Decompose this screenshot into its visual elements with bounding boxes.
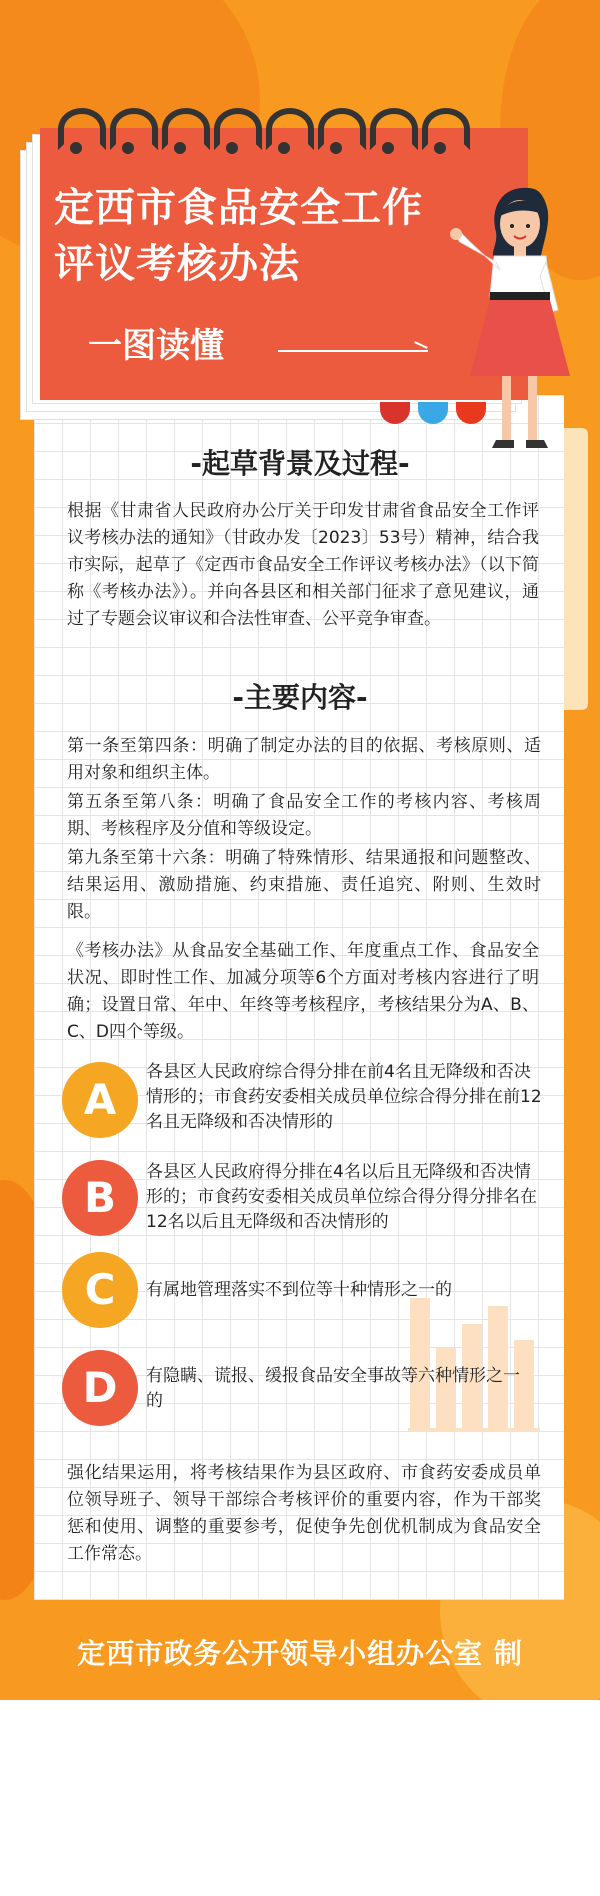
list-item: 第一条至第四条：明确了制定办法的目的依据、考核原则、适用对象和组织主体。 bbox=[67, 736, 541, 783]
arrow-line bbox=[278, 350, 428, 352]
presenter-illustration bbox=[440, 180, 590, 470]
grade-c-text: 有属地管理落实不到位等十种情形之一的 bbox=[146, 1280, 452, 1300]
list-item: 第五条至第八条：明确了食品安全工作的考核内容、考核周期、考核程序及分值和等级设定。 bbox=[67, 792, 541, 839]
section-title-background: -起草背景及过程- bbox=[190, 447, 410, 480]
article-list bbox=[67, 733, 541, 928]
grade-d-badge: D bbox=[62, 1350, 138, 1426]
closing-paragraph: 强化结果运用，将考核结果作为县区政府、市食药安委成员单位领导班子、领导干部综合考核评价的重要内容，作为干部奖惩和使用、调整的重要参考，促使争先创优机制成为食品安全工作常态。 bbox=[67, 1463, 541, 1564]
summary-paragraph: 《考核办法》从食品安全基础工作、年度重点工作、食品安全状况、即时性工作、加减分项等6个方面对考核内容进行了明确；设置日常、年中、年终等考核程序，考核结果分为A、B、C、D四个等级。 bbox=[67, 941, 539, 1042]
list-item: 第九条至第十六条：明确了特殊情形、结果通报和问题整改、结果运用、激励措施、约束措施、责任追究、附则、生效时限。 bbox=[67, 848, 541, 922]
title-line-2: 评议考核办法 bbox=[54, 241, 300, 287]
page-subtitle: 一图读懂 bbox=[88, 326, 224, 366]
grade-d-text: 有隐瞒、谎报、缓报食品安全事故等六种情形之一的 bbox=[146, 1366, 520, 1411]
section-title-main-content: -主要内容- bbox=[232, 681, 368, 714]
footer-credit: 定西市政务公开领导小组办公室 制 bbox=[77, 1637, 523, 1670]
grade-b-badge: B bbox=[62, 1160, 138, 1236]
background-paragraph: 根据《甘肃省人民政府办公厅关于印发甘肃省食品安全工作评议考核办法的通知》（甘政办发〔2023〕53号）精神，结合我市实际，起草了《定西市食品安全工作评议考核办法》（以下简称《考核办法》）。并向各县区和相关部门征求了意见建议，通过了专题会议审议和合法性审查、公平竞争审查。 bbox=[67, 501, 539, 629]
grade-c-badge: C bbox=[62, 1252, 138, 1328]
grade-a-badge: A bbox=[62, 1062, 138, 1138]
spiral-rings bbox=[58, 108, 498, 152]
grade-b-text: 各县区人民政府得分排在4名以后且无降级和否决情形的；市食药安委相关成员单位综合得分得分排名在12名以后且无降级和否决情形的 bbox=[146, 1162, 537, 1232]
title-line-1: 定西市食品安全工作 bbox=[54, 185, 423, 231]
grade-a-text: 各县区人民政府综合得分排在前4名且无降级和否决情形的；市食药安委相关成员单位综合得分排在前12名且无降级和否决情形的 bbox=[146, 1062, 542, 1132]
